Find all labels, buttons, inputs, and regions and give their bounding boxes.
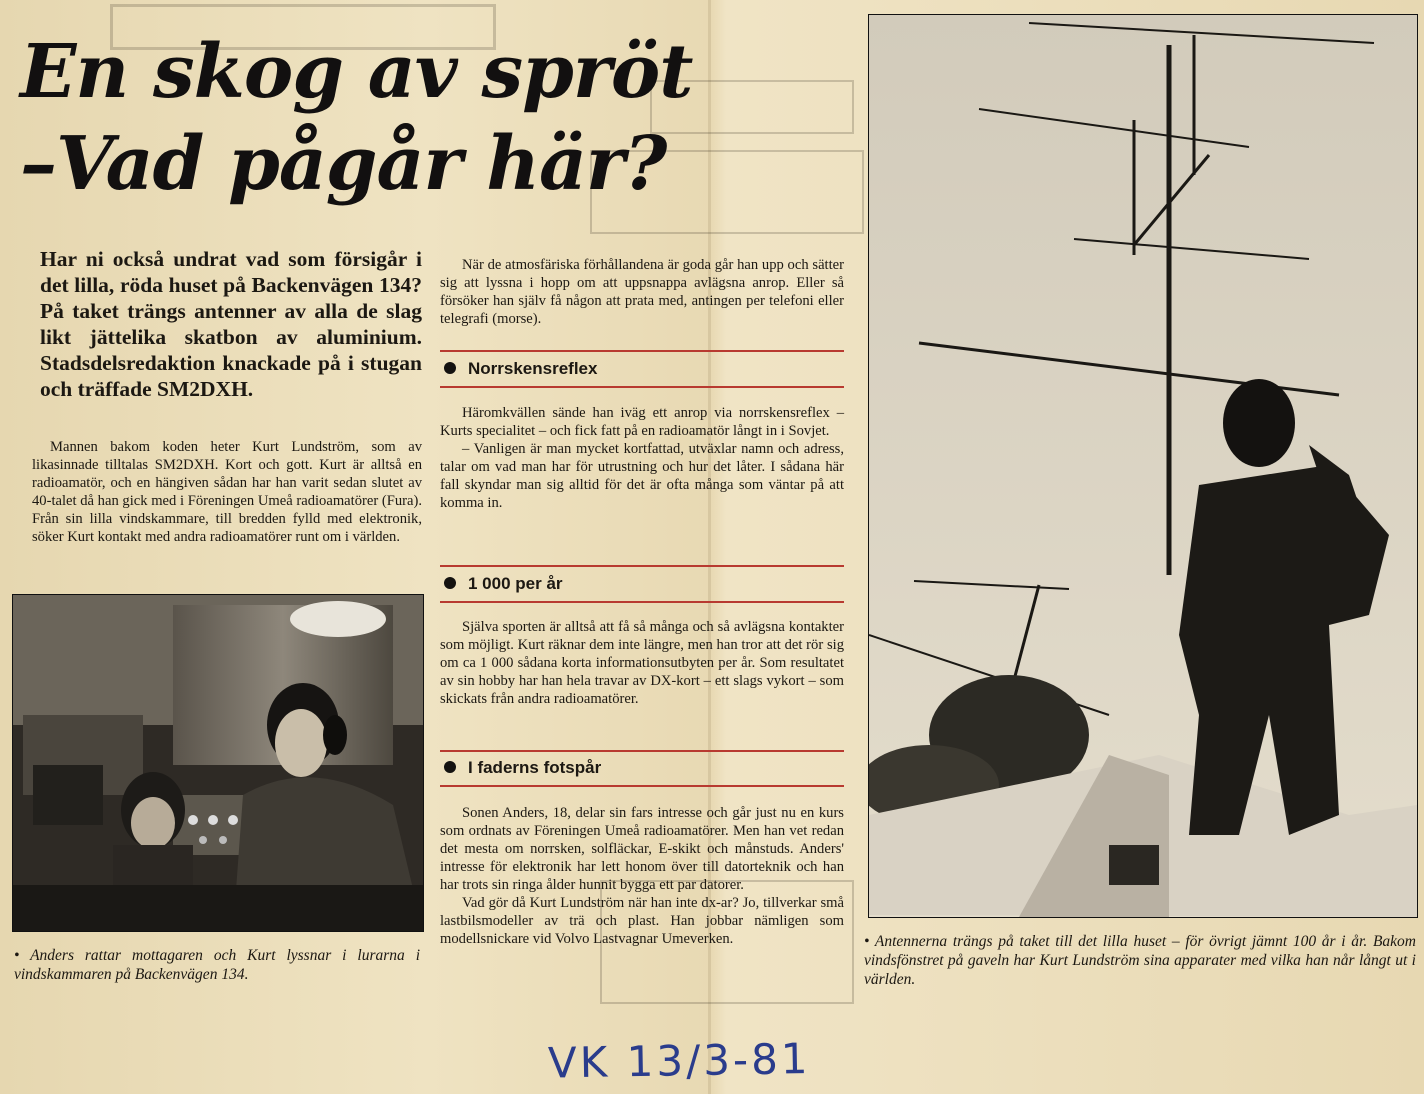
section-rule-top: [440, 565, 844, 567]
intro-paragraph: Mannen bakom koden heter Kurt Lundström, som av likasinnade tilltalas SM2DXH. Kort och gott. Kurt är alltså en radioamatör, och en hängiven sådan har han varit sedan slutet av 40-talet då han gick med i Föreningen Umeå radioamatörer (Fura). Från sin lilla vindskammare, till bredden fylld med elektronik, söker Kurt kontakt med andra radioamatörer runt om i världen.: [32, 439, 422, 545]
column-2-intro: När de atmosfäriska förhållandena är goda går han upp och sätter sig att lyssna i hopp om att uppsnappa avlägsna anrop. Eller så försöker han själv få någon att prata med, antingen per telefoni eller telegrafi (morse).: [440, 257, 844, 327]
left-photo-caption: • Anders rattar mottagaren och Kurt lyssnar i lurarna i vindskammaren på Backenvägen 134.: [14, 947, 420, 983]
section-rule-top: [440, 750, 844, 752]
section-rule-bottom: [440, 601, 844, 603]
section-heading: [442, 573, 842, 595]
section-paragraph: – Vanligen är man mycket kortfattad, utväxlar namn och adress, talar om vad man har för utrustning och hur det låter. I sådana här fall skyndar man sig alltid för det är ofta många som väntar på att komma in.: [440, 441, 844, 511]
roof-antenna-illustration: [869, 15, 1417, 917]
bullet-icon: [444, 577, 456, 589]
headline-line-1: En skog av spröt: [20, 29, 693, 115]
section-body: [440, 804, 844, 948]
section-body: [440, 618, 844, 708]
lead-paragraph: Har ni också undrat vad som försigår i det lilla, röda huset på Backenvägen 134? På taket trängs antenner av alla de slag likt jättelika skatbon av aluminium. Stadsdelsredaktion knackade på i stugan och träffade SM2DXH.: [40, 247, 422, 401]
section-heading: [442, 757, 842, 779]
section-heading-text: Norrskensreflex: [468, 359, 598, 378]
section-heading: [442, 358, 842, 380]
section-paragraph: Häromkvällen sände han iväg ett anrop via norrskensreflex – Kurts specialitet – och fick fatt på en radioamatör långt in i Sovjet.: [440, 405, 844, 439]
section-paragraph: Vad gör då Kurt Lundström när han inte dx-ar? Jo, tillverkar små lastbilsmodeller av trä och plast. Han jobbar nämligen som modellsnickare vid Volvo Lastvagnar Umeverken.: [440, 895, 844, 947]
roof-antenna-photo: [868, 14, 1418, 918]
section-heading-text: 1 000 per år: [468, 574, 563, 593]
section-rule-bottom: [440, 386, 844, 388]
headline: [20, 26, 720, 210]
section-paragraph: Sonen Anders, 18, delar sin fars intresse och går just nu en kurs som ordnats av Föreningen Umeå radioamatörer. Men han vet redan det mesta om norrsken, solfläckar, E-skikt och månstuds. Anders' intresse för elektronik har lett honom över till datorteknik och han har trots sin ringa ålder hunnit bygga ett par datorer.: [440, 805, 844, 893]
section-body: [440, 404, 844, 512]
headline-line-2: –Vad pågår här?: [20, 121, 667, 207]
bullet-icon: [444, 761, 456, 773]
handwritten-date-note: VK 13/3-81: [547, 1034, 811, 1088]
radio-room-photo: [12, 594, 424, 932]
section-paragraph: Själva sporten är alltså att få så många och så avlägsna kontakter som möjligt. Kurt räknar dem inte längre, men han tror att det rör sig om ca 1 000 sådana korta informationsutbyten per år. Som resultatet av sin hobby har han hela travar av DX-kort – ett slags vykort – som skickats från andra radioamatörer.: [440, 619, 844, 707]
section-rule-bottom: [440, 785, 844, 787]
radio-room-illustration: [13, 595, 423, 931]
right-photo-caption: • Antennerna trängs på taket till det lilla huset – för övrigt jämnt 100 år i år. Bakom vindsfönstret på gaveln har Kurt Lundström sina apparater med vilka han når långt ut i världen.: [864, 933, 1416, 988]
section-rule-top: [440, 350, 844, 352]
section-heading-text: I faderns fotspår: [468, 758, 602, 777]
bullet-icon: [444, 362, 456, 374]
